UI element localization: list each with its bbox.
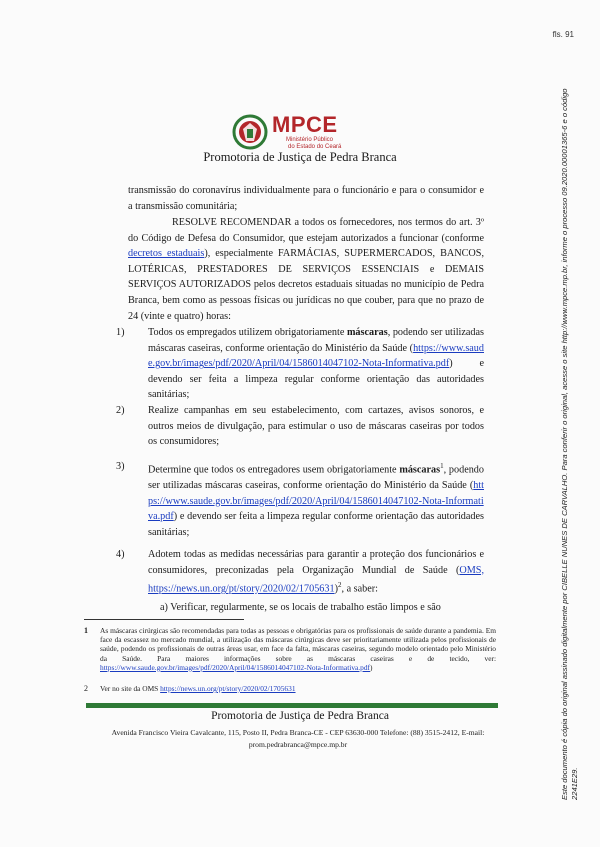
sub-item-a: a) Verificar, regularmente, se os locais de trabalho estão limpos e são bbox=[160, 602, 441, 613]
item-number: 4) bbox=[116, 549, 125, 560]
item-text: Determine que todos os entregadores usem obrigatoriamente bbox=[148, 464, 400, 476]
item-text: , podendo ser utilizadas máscaras caseiras, conforme orientação do Ministério da Saúde ( bbox=[148, 464, 484, 491]
footnote-text: As máscaras cirúrgicas são recomendadas para todas as pessoas e obrigatórias para os profissionais de saúde durante a pandemia. Em face da escassez no mercado mundial, a utilização das máscaras cirúrgicas deve ser prioritariamente utilizada pelos profissionais de saúde, podendo os profissionais de outras áreas usar, em face da falta, máscaras caseiras, segundo modelo orientado pelo Ministério da Saúde. Para maiores informações sobre as máscaras caseiras e de tecido, ver: bbox=[100, 626, 496, 663]
oms-link[interactable]: OMS, https://news.un.org/pt/story/2020/02/1705631 bbox=[148, 564, 484, 595]
footnote-text: Ver no site da OMS bbox=[100, 684, 161, 693]
decretos-estaduais-link[interactable]: decretos estaduais bbox=[128, 248, 205, 260]
footnote-ref[interactable]: 2 bbox=[338, 581, 342, 590]
item-text: Adotem todas as medidas necessárias para garantir a proteção dos funcionários e consumidores, preconizadas pela Organização Mundial de Saúde ( bbox=[148, 549, 484, 576]
item-bold: máscaras bbox=[399, 464, 441, 476]
logo-line2: do Estado do Ceará bbox=[288, 144, 342, 150]
saude-link[interactable]: https://www.saude.gov.br/images/pdf/2020/April/04/1586014047102-Nota-Informativa.pdf bbox=[148, 479, 484, 523]
footnote-link[interactable]: https://www.saude.gov.br/images/pdf/2020/April/04/1586014047102-Nota-Informativa.pdf bbox=[100, 662, 370, 672]
footnote-1 bbox=[84, 626, 496, 672]
logo-line1: Ministério Público bbox=[286, 137, 334, 143]
list-item bbox=[116, 459, 484, 540]
logo-acronym: MPCE bbox=[272, 112, 338, 137]
item-text: ) e devendo ser feita a limpeza regular conforme orientação das autoridades sanitárias; bbox=[148, 511, 484, 538]
item-text: Realize campanhas em seu estabelecimento, com cartazes, avisos sonoros, e outros meios de divulgação, para estimular o uso de máscaras caseiras por todos os consumidores; bbox=[148, 405, 484, 448]
list-item bbox=[116, 325, 484, 403]
item-text: ) e devendo ser feita a limpeza regular conforme orientação das autoridades sanitárias; bbox=[148, 358, 484, 401]
digital-signature-stamp: Este documento é cópia do original assinado digitalmente por CIBELLE NUNES DE CARVALHO. Para conferir o original, acesse o site http://www.mpce.mp.br, informe o processo 09.2020.00001365-6 e o código 2241E29. bbox=[560, 88, 579, 800]
item-number: 1) bbox=[116, 327, 125, 338]
item-text: ) bbox=[334, 583, 338, 595]
footer-address: Avenida Francisco Vieira Cavalcante, 115, Posto II, Pedra Branca-CE - CEP 63630-000 Telefone: (88) 3515-2412, E-mail: prom.pedrabranca@mpce.mp.br bbox=[111, 728, 485, 749]
list-item bbox=[116, 547, 484, 597]
footer-green-bar bbox=[86, 703, 498, 708]
footnote-mark: 1 bbox=[84, 626, 88, 635]
footnote-text: ) bbox=[370, 662, 373, 672]
mpce-logo bbox=[228, 112, 368, 152]
resolve-text-cont: ), especialmente FARMÁCIAS, SUPERMERCADOS, BANCOS, LOTÉRICAS, PRESTADORES DE SERVIÇOS ESSENCIAIS e DEMAIS SERVIÇOS AUTORIZADOS pelos decretos estaduais situadas no município de Pedra Branca, bem como as pessoas físicas ou jurídicas no que couber, para que no prazo de 24 (vinte e quatro) horas: bbox=[128, 248, 484, 322]
footnote-divider bbox=[84, 619, 244, 620]
page-number: fls. 91 bbox=[552, 30, 574, 39]
footnote-mark: 2 bbox=[84, 684, 88, 693]
item-text: Todos os empregados utilizem obrigatoriamente bbox=[148, 327, 347, 338]
item-number: 2) bbox=[116, 405, 125, 416]
item-number: 3) bbox=[116, 461, 125, 472]
footnote-link[interactable]: https://news.un.org/pt/story/2020/02/1705631 bbox=[160, 684, 296, 693]
resolve-text: RESOLVE RECOMENDAR a todos os fornecedores, nos termos do art. 3º do Código de Defesa do Consumidor, que estejam autorizados a funcionar (conforme bbox=[128, 217, 484, 244]
footnote-ref[interactable]: 1 bbox=[440, 462, 444, 470]
footer-title: Promotoria de Justiça de Pedra Branca bbox=[211, 710, 389, 722]
mpce-emblem-icon bbox=[232, 114, 268, 150]
list-item bbox=[116, 403, 484, 450]
saude-link[interactable]: https://www.saude.gov.br/images/pdf/2020/April/04/1586014047102-Nota-Informativa.pdf bbox=[148, 342, 484, 370]
item-bold: máscaras bbox=[346, 327, 388, 338]
header-title: Promotoria de Justiça de Pedra Branca bbox=[203, 150, 397, 164]
paragraph-resolve bbox=[128, 215, 484, 324]
paragraph-1: transmissão do coronavírus individualmente para o funcionário e para o consumidor e a transmissão comunitária; bbox=[128, 185, 484, 212]
footnote-2 bbox=[84, 684, 496, 693]
item-text: , podendo ser utilizadas máscaras caseiras, conforme orientação do Ministério da Saúde ( bbox=[148, 327, 484, 354]
item-text: , a saber: bbox=[341, 583, 378, 595]
